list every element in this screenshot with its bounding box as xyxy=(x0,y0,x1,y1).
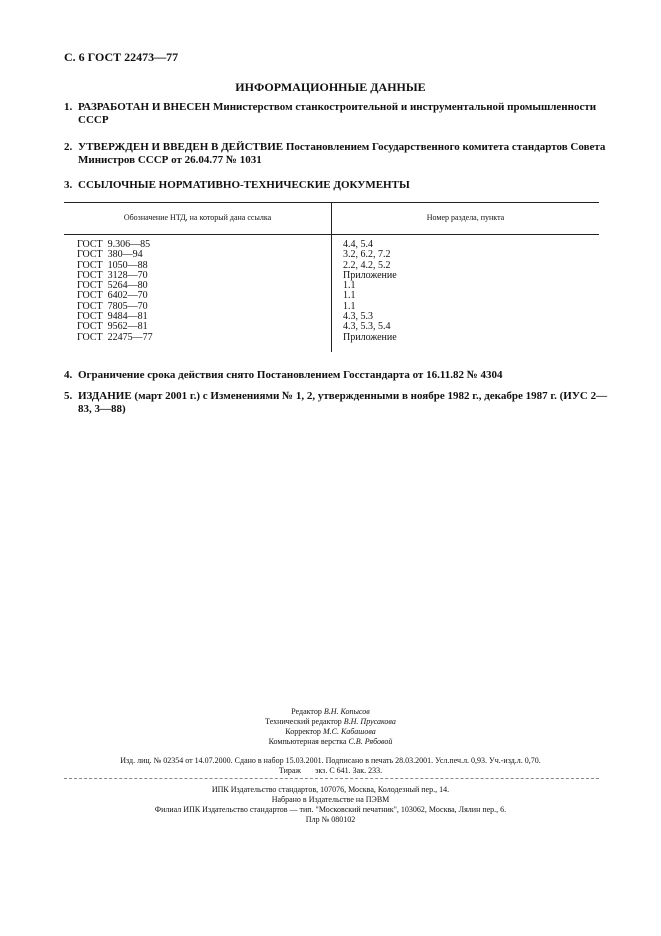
item-lead: ССЫЛОЧНЫЕ НОРМАТИВНО-ТЕХНИЧЕСКИЕ ДОКУМЕНТЫ xyxy=(78,179,410,191)
tech-editor-name: В.Н. Прусакова xyxy=(343,717,396,726)
layout-label: Компьютерная верстка xyxy=(268,737,349,746)
corrector-name: М.С. Кабашова xyxy=(322,727,376,736)
typeset-line: Набрано в Издательстве на ПЭВМ xyxy=(271,795,390,804)
table-cell-section: 1.1 xyxy=(343,300,356,312)
item-4 xyxy=(64,369,609,382)
table-cell-doc: ГОСТ 1050—88 xyxy=(77,259,148,271)
corrector-label: Корректор xyxy=(285,727,323,736)
layout-name: С.В. Рябовой xyxy=(348,737,393,746)
item-5 xyxy=(64,390,609,416)
table-column-doc xyxy=(77,240,153,343)
table-cell-doc: ГОСТ 9484—81 xyxy=(77,311,148,323)
imprint-publisher xyxy=(0,785,661,825)
table-cell-section: Приложение xyxy=(343,269,397,281)
table-column-divider xyxy=(331,202,332,352)
table-cell-doc: ГОСТ 6402—70 xyxy=(77,290,148,302)
item-1 xyxy=(64,101,609,127)
table-cell-doc: ГОСТ 380—94 xyxy=(77,249,143,261)
item-lead: ИЗДАНИЕ xyxy=(78,390,132,402)
imprint-print-details xyxy=(0,756,661,776)
plr-line: Плр № 080102 xyxy=(305,815,356,824)
item-number: 4. xyxy=(64,369,73,381)
item-lead: РАЗРАБОТАН И ВНЕСЕН xyxy=(78,101,211,113)
table-cell-section: 4.4, 5.4 xyxy=(343,239,373,250)
item-number: 2. xyxy=(64,141,73,153)
tech-editor-label: Технический редактор xyxy=(265,717,344,726)
page-title: ИНФОРМАЦИОННЫЕ ДАННЫЕ xyxy=(235,80,426,94)
table-header-doc: Обозначение НТД, на который дана ссылка xyxy=(123,213,272,222)
publisher-line: ИПК Издательство стандартов, 107076, Москва, Колодезный пер., 14. xyxy=(211,785,450,794)
item-number: 3. xyxy=(64,179,73,191)
table-header-section: Номер раздела, пункта xyxy=(426,213,505,222)
table-cell-doc: ГОСТ 5264—80 xyxy=(77,280,148,292)
imprint-separator xyxy=(64,778,599,779)
item-text: Министерством станкостроительной и инструментальной промышленности СССР xyxy=(78,101,597,126)
table-cell-doc: ГОСТ 9562—81 xyxy=(77,321,148,333)
table-cell-doc: ГОСТ 22475—77 xyxy=(77,331,153,343)
editor-name: В.Н. Копысов xyxy=(323,707,370,716)
table-cell-section: Приложение xyxy=(343,331,397,343)
table-cell-doc: ГОСТ 3128—70 xyxy=(77,269,148,281)
table-cell-section: 1.1 xyxy=(343,280,356,292)
table-cell-section: 4.3, 5.3, 5.4 xyxy=(343,321,391,333)
table-cell-doc: ГОСТ 9.306—85 xyxy=(77,239,151,250)
imprint-credits xyxy=(0,707,661,747)
table-cell-section: 3.2, 6.2, 7.2 xyxy=(343,249,391,261)
license-line: Изд. лиц. № 02354 от 14.07.2000. Сдано в набор 15.03.2001. Подписано в печать 28.03.2001. Усл.печ.л. 0,93. Уч.-изд.л. 0,70. xyxy=(120,756,541,765)
item-number: 5. xyxy=(64,390,73,402)
item-text: Постановлением Государственного комитета стандартов Совета Министров СССР от 26.04.77 № 1031 xyxy=(78,141,606,166)
editor-label: Редактор xyxy=(291,707,324,716)
print-run-line: Тираж экз. С 641. Зак. 233. xyxy=(278,766,383,775)
item-lead: Ограничение срока действия снято Постановлением Госстандарта от 16.11.82 № 4304 xyxy=(78,369,503,381)
item-3 xyxy=(64,179,609,192)
page-header: С. 6 ГОСТ 22473—77 xyxy=(64,50,179,64)
table-cell-doc: ГОСТ 7805—70 xyxy=(77,300,148,312)
branch-line: Филиал ИПК Издательство стандартов — тип. "Московский печатник", 103062, Москва, Лялин пер., 6. xyxy=(154,805,507,814)
item-2 xyxy=(64,141,609,167)
table-column-section xyxy=(343,240,397,343)
table-cell-section: 1.1 xyxy=(343,290,356,302)
table-cell-section: 2.2, 4.2, 5.2 xyxy=(343,259,391,271)
item-text: (март 2001 г.) с Изменениями № 1, 2, утвержденными в ноябре 1982 г., декабре 1987 г. (ИУС 2—83, 3—88) xyxy=(78,390,608,415)
table-cell-section: 4.3, 5.3 xyxy=(343,311,373,323)
item-number: 1. xyxy=(64,101,73,113)
item-lead: УТВЕРЖДЕН И ВВЕДЕН В ДЕЙСТВИЕ xyxy=(78,141,284,153)
